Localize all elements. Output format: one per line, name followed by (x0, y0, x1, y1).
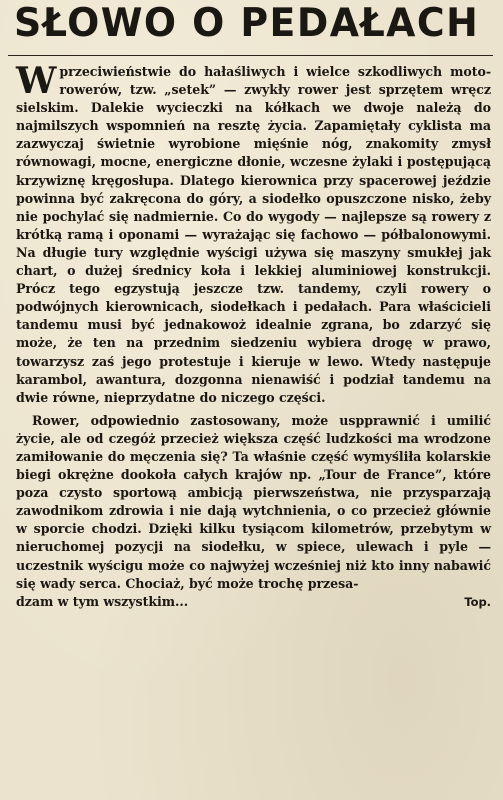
title-divider (8, 55, 493, 56)
article-title: SŁOWO O PEDAŁACH (14, 1, 480, 46)
article-paragraph-2-text: Rower, odpowiednio zastosowany, może uspprawnić i umilić życie, ale od czegóż przecież większa część ludzkości ma wrodzone zamiłowanie do męczenia się? Ta właśnie część wymyśliła kolarskie biegi okrężne dookoła całych krajów np. „Tour de France”, które poza czysto sportową ambicją pierwszeństwa, nie przysparzają zawodnikom zdrowia i nie dają wytchnienia, o co przecież głównie w sporcie chodzi. Dzięki kilku tysiącom kilometrów, przebytym w nieruchomej pozycji na siodełku, w spiece, ulewach i pyle — uczestnik wyścigu może co najwyżej wcześniej niż kto inny nabawić się wady serca. Chociaż, być może trochę przesa- (16, 412, 491, 591)
article-paragraph-2 (16, 412, 491, 593)
article-paragraph-2-end: dzam w tym wszystkim... (16, 593, 189, 609)
article-closing-line (16, 593, 491, 611)
author-signature: Top. (464, 594, 491, 609)
article-body (16, 60, 491, 611)
article-paragraph-1: Wprzeciwieństwie do hałaśliwych i wielce szkodliwych moto-rowerów, tzw. „setek” — zwykły rower jest sprzętem wręcz sielskim. Dalekie wycieczki na kółkach we dwoje należą do najmilszych wspomnień na resztę życia. Zapamiętały cyklista ma zazwyczaj świetnie wyrobione mięśnie nóg, znakomity zmysł równowagi, mocne, energiczne dłonie, wczesne żylaki i postępującą krzywiznę kręgosłupa. Dlatego kierownica przy spacerowej jeździe powinna być zakręcona do góry, a siodełko opuszczone nisko, żeby nie pochylać się nadmiernie. Co do wygody — najlepsze są rowery z krótką ramą i oponami — wyrażając się fachowo — półbalonowymi. Na długie tury względnie wyścigi używa się maszyny smukłej jak chart, o dużej średnicy koła i lekkiej aluminiowej konstrukcji. Prócz tego egzystują jeszcze tzw. tandemy, czyli rowery o podwójnych kierownicach, siodełkach i pedałach. Para właścicieli tandemu musi być jednakowoż idealnie zgrana, bo zdarzyć się może, że ten na przednim siedzeniu wybiera drogę w prawo, towarzysz zaś jego protestuje i kieruje w lewo. Wtedy następuje karambol, awantura, dozgonna nienawiść i podział tandemu na dwie równe, nieprzydatne do niczego części. (16, 60, 491, 405)
